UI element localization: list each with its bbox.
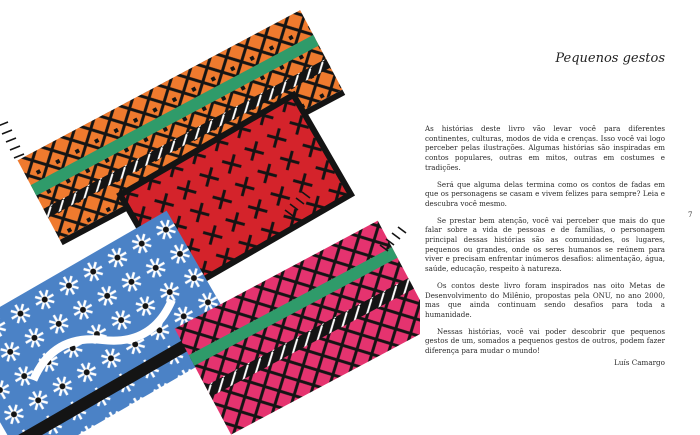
page-title: Pequenos gestos xyxy=(555,51,665,66)
author-signature: Luís Camargo xyxy=(614,358,665,367)
body-text xyxy=(425,124,665,363)
paragraph-5: Nessas histórias, você vai poder descobrir que pequenos gestos de um, somados a pequenos gestos de outros, podem fazer diferença para mudar o mundo! xyxy=(425,326,665,356)
paragraph-4: Os contos deste livro foram inspirados nas oito Metas de Desenvolvimento do Milênio, propostas pela ONU, no ano 2000, mas que ainda continuam sendo desafios para toda a humanidade. xyxy=(425,280,665,319)
paragraph-3: Se prestar bem atenção, você vai perceber que mais do que falar sobre a vida de pessoas e de famílias, o personagem principal dessas histórias são as comunidades, os lugares, pequenos ou grandes, onde os seres humanos se reúnem para viver e precisam enfrentar inúmeros desafios: alimentação, água, saúde, educação, respeito à natureza. xyxy=(425,215,665,274)
page-number: 7 xyxy=(688,211,693,219)
text-page xyxy=(425,0,665,435)
paragraph-1: As histórias deste livro vão levar você para diferentes continentes, culturas, modos de vida e crenças. Isso você vai logo perceber pelas ilustrações. Algumas histórias são inspiradas em contos populares, outras em mitos, outras em costumes e tradições. xyxy=(425,124,665,172)
paragraph-2: Será que alguma delas termina como os contos de fadas em que os personagens se casam e vivem felizes para sempre? Leia e descubra você mesmo. xyxy=(425,179,665,208)
